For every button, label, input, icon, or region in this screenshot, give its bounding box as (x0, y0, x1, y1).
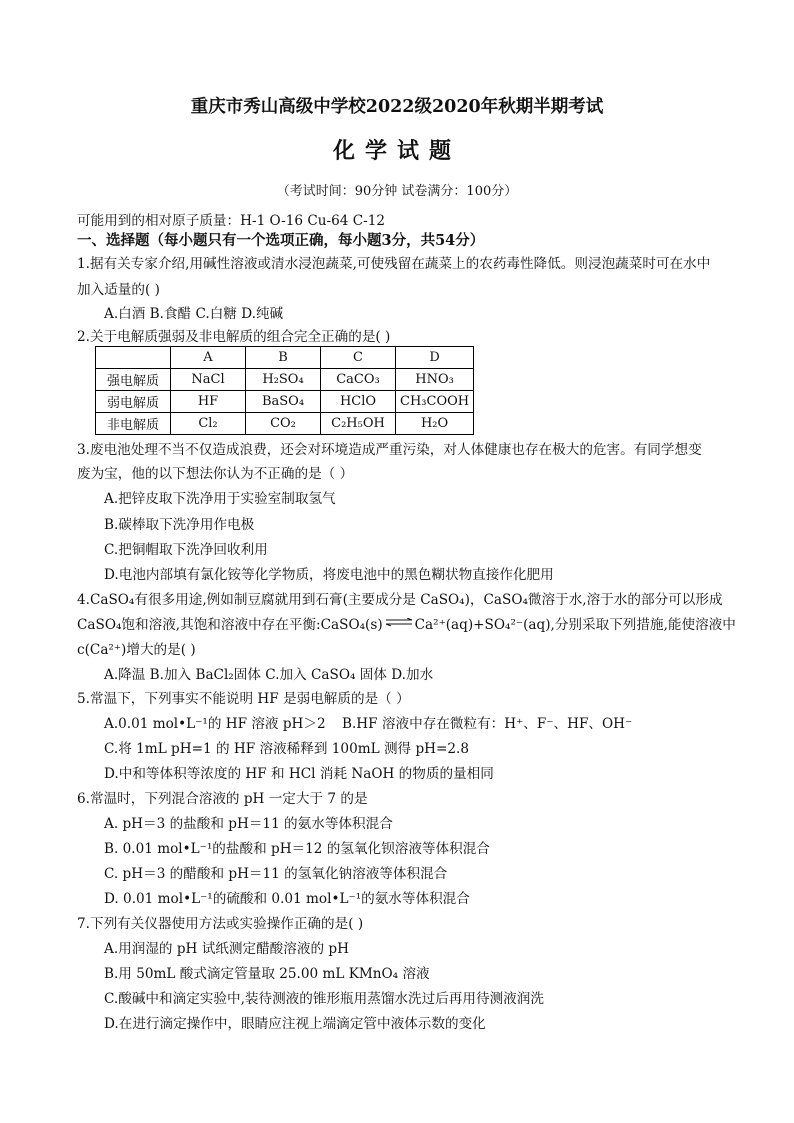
q7-option-d: D.在进行滴定操作中，眼睛应注视上端滴定管中液体示数的变化 (104, 1016, 486, 1032)
q4-stem-line2 (77, 616, 736, 634)
q3-option-c: C.把铜帽取下洗净回收利用 (104, 542, 268, 558)
q3-option-b: B.碳棒取下洗净用作电极 (104, 517, 255, 533)
q6-option-c: C. pH＝3 的醋酸和 pH＝11 的氢氧化钠溶液等体积混合 (104, 866, 448, 882)
q7-option-b: B.用 50mL 酸式滴定管量取 25.00 mL KMnO₄ 溶液 (104, 966, 430, 982)
table-cell: HClO (321, 391, 396, 413)
table-cell: CH₃COOH (396, 391, 474, 413)
exam-title: 重庆市秀山高级中学校2022级2020年秋期半期考试 (190, 97, 604, 117)
table-cell: CaCO₃ (321, 369, 396, 391)
table-cell: H₂O (396, 413, 474, 435)
q1-stem-line1: 1.据有关专家介绍,用碱性溶液或清水浸泡蔬菜,可使残留在蔬菜上的农药毒性降低。则浸泡蔬菜时可在水中 (77, 256, 711, 272)
table-cell: 弱电解质 (96, 391, 171, 413)
q6-option-a: A. pH＝3 的盐酸和 pH＝11 的氨水等体积混合 (104, 816, 393, 832)
table-row (96, 413, 474, 435)
exam-info: （考试时间：90分钟 试卷满分：100分） (276, 184, 518, 199)
q4-stem-line1: 4.CaSO₄有很多用途,例如制豆腐就用到石膏(主要成分是 CaSO₄)，CaSO₄微溶于水,溶于水的部分可以形成 (77, 592, 723, 608)
q1-options: A.白酒 B.食醋 C.白糖 D.纯碱 (104, 306, 284, 322)
q6-option-d: D. 0.01 mol•L⁻¹的硫酸和 0.01 mol•L⁻¹的氨水等体积混合 (104, 891, 470, 907)
q7-stem: 7.下列有关仪器使用方法或实验操作正确的是( ) (77, 916, 364, 932)
q6-stem: 6.常温时，下列混合溶液的 pH 一定大于 7 的是 (77, 791, 368, 807)
q1-stem-line2: 加入适量的( ) (77, 282, 160, 298)
table-row (96, 369, 474, 391)
table-cell: 非电解质 (96, 413, 171, 435)
atomic-masses: 可能用到的相对原子质量：H-1 O-16 Cu-64 C-12 (77, 213, 386, 229)
q4-stem-line2-part1: CaSO₄饱和溶液,其饱和溶液中存在平衡:CaSO₄(s) (77, 617, 383, 633)
table-cell: BaSO₄ (246, 391, 321, 413)
section-heading: 一、选择题（每小题只有一个选项正确，每小题3分，共54分） (77, 232, 485, 249)
subject-title: 化学试题 (332, 138, 461, 164)
electrolyte-table (95, 346, 474, 435)
table-cell: HNO₃ (396, 369, 474, 391)
q3-stem-line2: 废为宝，他的以下想法你认为不正确的是（ ） (77, 466, 354, 482)
q5-option-d: D.中和等体积等浓度的 HF 和 HCl 消耗 NaOH 的物质的量相同 (104, 766, 494, 782)
table-cell: D (396, 347, 474, 369)
table-cell: C₂H₅OH (321, 413, 396, 435)
table-cell: H₂SO₄ (246, 369, 321, 391)
table-cell: CO₂ (246, 413, 321, 435)
q5-option-c: C.将 1mL pH=1 的 HF 溶液稀释到 100mL 测得 pH=2.8 (104, 741, 470, 757)
table-header-row (96, 347, 474, 369)
table-cell: Cl₂ (171, 413, 246, 435)
q4-stem-line3: c(Ca²⁺)增大的是( ) (77, 642, 196, 658)
table-cell: C (321, 347, 396, 369)
table-cell: NaCl (171, 369, 246, 391)
q3-option-d: D.电池内部填有氯化铵等化学物质，将废电池中的黑色糊状物直接作化肥用 (104, 567, 554, 583)
q5-stem: 5.常温下，下列事实不能说明 HF 是弱电解质的是（ ） (77, 691, 410, 707)
table-cell: 强电解质 (96, 369, 171, 391)
table-cell (96, 347, 171, 369)
q4-options: A.降温 B.加入 BaCl₂固体 C.加入 CaSO₄ 固体 D.加水 (104, 667, 434, 683)
q3-stem-line1: 3.废电池处理不当不仅造成浪费，还会对环境造成严重污染，对人体健康也存在极大的危害。有同学想变 (77, 442, 702, 458)
table-cell: B (246, 347, 321, 369)
table-row (96, 391, 474, 413)
q4-stem-line2-part2: Ca²⁺(aq)+SO₄²⁻(aq),分别采取下列措施,能使溶液中 (414, 617, 736, 633)
q2-stem: 2.关于电解质强弱及非电解质的组合完全正确的是( ) (77, 329, 391, 345)
table-cell: HF (171, 391, 246, 413)
equilibrium-arrow-icon (385, 613, 413, 631)
q7-option-c: C.酸碱中和滴定实验中,装待测液的锥形瓶用蒸馏水洗过后再用待测液润洗 (104, 991, 544, 1007)
q6-option-b: B. 0.01 mol•L⁻¹的盐酸和 pH＝12 的氢氧化钡溶液等体积混合 (104, 841, 490, 857)
q7-option-a: A.用润湿的 pH 试纸测定醋酸溶液的 pH (104, 941, 349, 957)
q3-option-a: A.把锌皮取下洗净用于实验室制取氢气 (104, 491, 336, 507)
q5-option-a: A.0.01 mol•L⁻¹的 HF 溶液 pH＞2 (104, 716, 326, 732)
q5-option-b: B.HF 溶液中存在微粒有：H⁺、F⁻、HF、OH⁻ (342, 716, 633, 732)
table-cell: A (171, 347, 246, 369)
